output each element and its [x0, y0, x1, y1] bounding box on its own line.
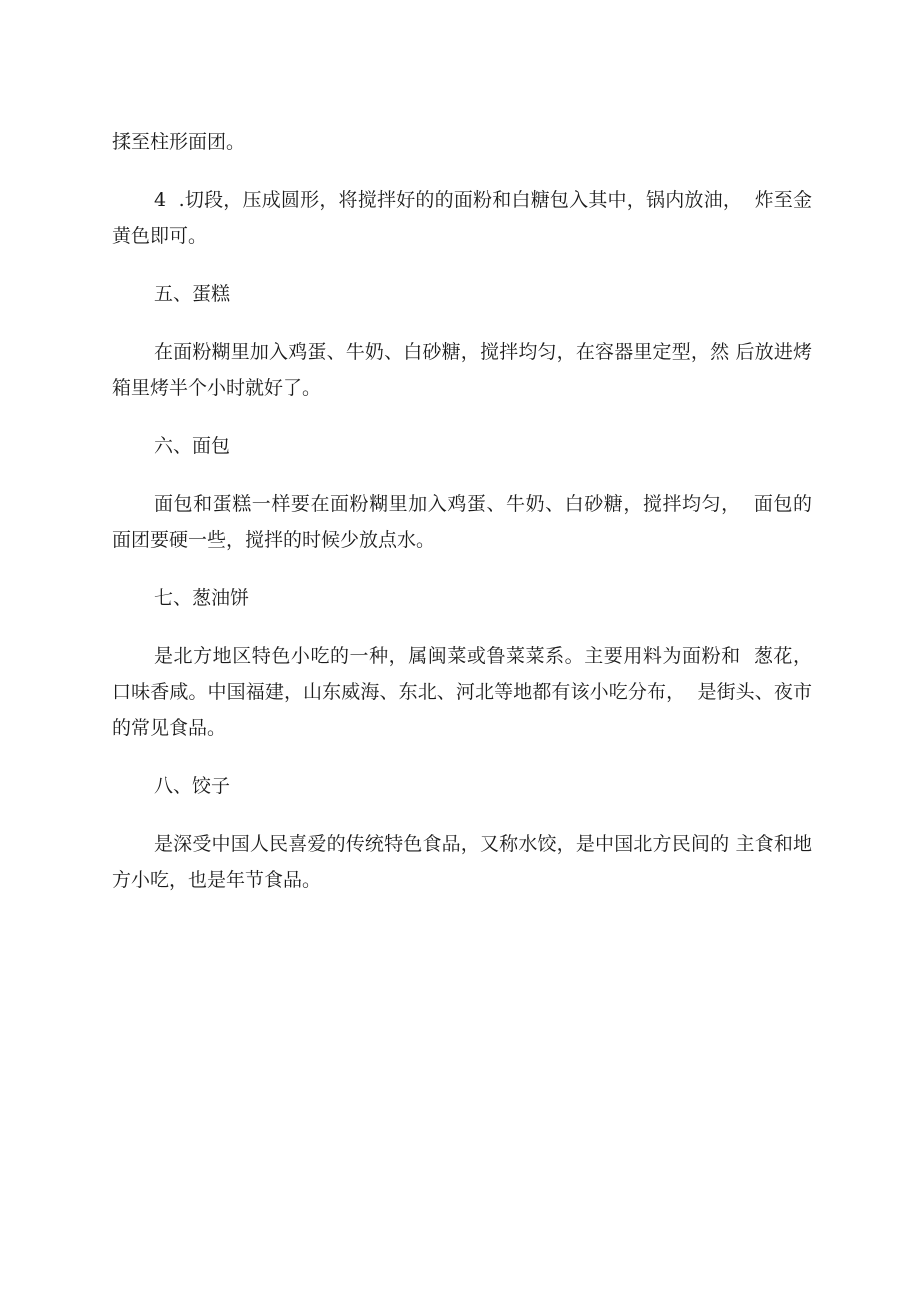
paragraph-dumplings: 是深受中国人民喜爱的传统特色食品，又称水饺，是中国北方民间的 主食和地方小吃，也是年节食品。: [112, 833, 812, 891]
section-heading-scallion-pancake: 七、葱油饼: [154, 587, 250, 609]
section-heading-cake: 五、蛋糕: [154, 283, 231, 305]
section-heading-dumplings: 八、饺子: [154, 775, 231, 797]
section-heading-bread: 六、面包: [154, 435, 231, 457]
document-body: [112, 124, 812, 920]
paragraph-step-4: 4 .切段，压成圆形，将搅拌好的的面粉和白糖包入其中，锅内放油， 炸至金黄色即可。: [112, 189, 812, 247]
paragraph-bread: 面包和蛋糕一样要在面粉糊里加入鸡蛋、牛奶、白砂糖，搅拌均匀， 面包的面团要硬一些，搅拌的时候少放点水。: [112, 493, 812, 551]
paragraph-scallion-pancake: 是北方地区特色小吃的一种，属闽菜或鲁菜菜系。主要用料为面粉和 葱花，口味香咸。中国福建，山东威海、东北、河北等地都有该小吃分布， 是街头、夜市的常见食品。: [112, 645, 812, 739]
paragraph-cake: 在面粉糊里加入鸡蛋、牛奶、白砂糖，搅拌均匀，在容器里定型，然 后放进烤箱里烤半个小时就好了。: [112, 341, 812, 399]
paragraph-continuation: 揉至柱形面团。: [112, 131, 246, 153]
